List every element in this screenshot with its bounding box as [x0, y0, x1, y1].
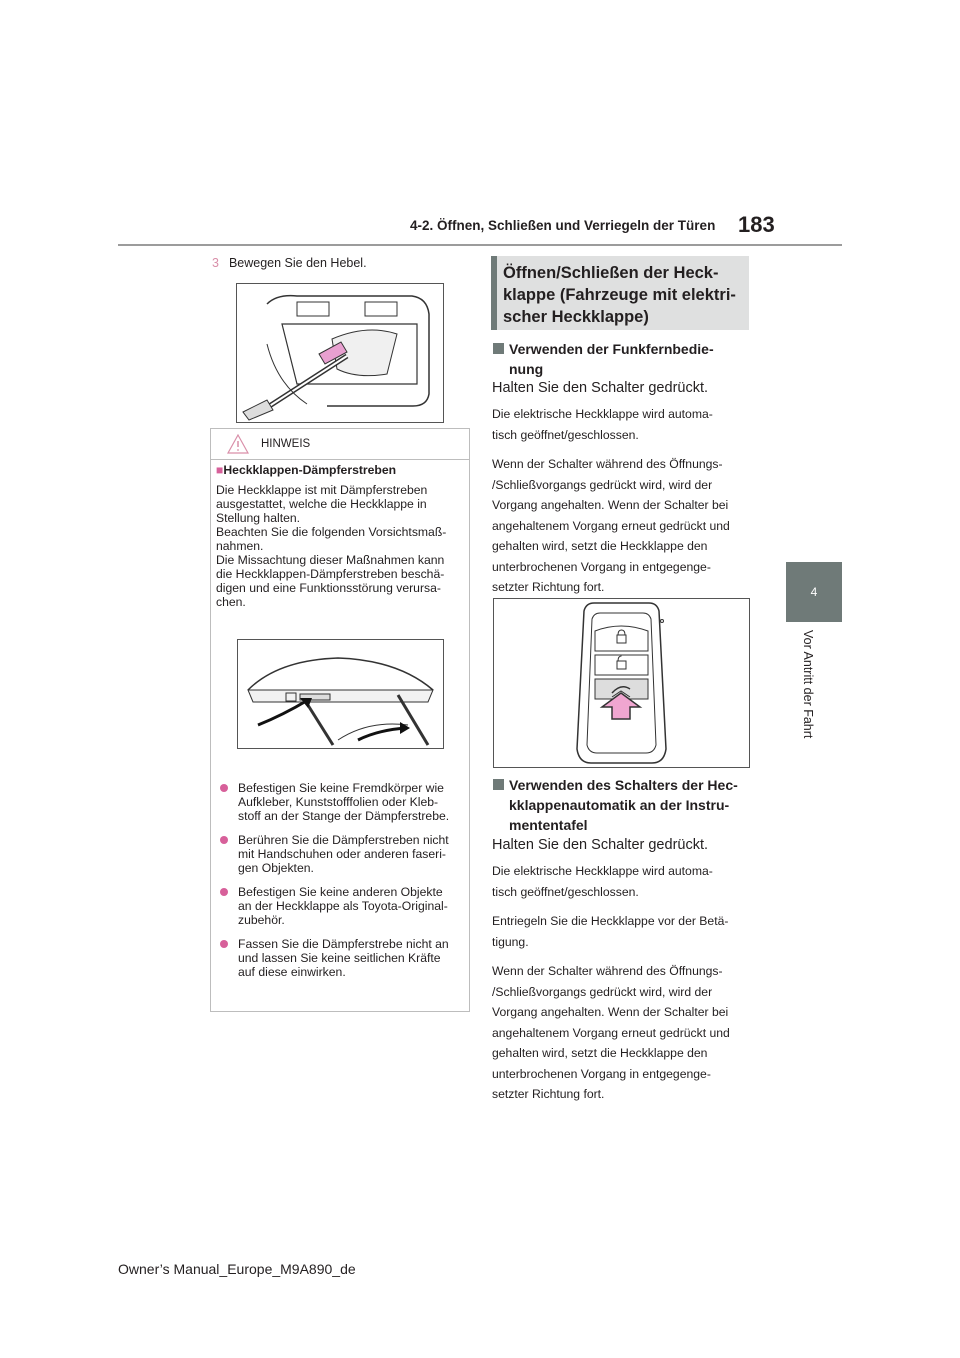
step-text: Bewegen Sie den Hebel.	[228, 256, 367, 270]
subheading-line: kklappenautomatik an der Instru-	[509, 797, 730, 813]
subheading-line: Verwenden des Schalters der Hec-	[509, 777, 738, 793]
body-line: tigung.	[492, 934, 529, 949]
paragraph-gap	[492, 445, 757, 454]
section-title-line: Öffnen/Schließen der Heck-	[503, 264, 719, 282]
bullet-line: auf diese einwirken.	[238, 965, 346, 979]
body-line: Die elektrische Heckklappe wird automa-	[492, 864, 713, 878]
chapter-side-label-wrap	[760, 630, 870, 760]
bullet-line: Befestigen Sie keine Fremdkörper wie	[238, 781, 444, 795]
lever-drawing	[237, 284, 443, 422]
bullet-line: an der Heckklappe als Toyota-Original-	[238, 899, 448, 913]
section-title-line: klappe (Fahrzeuge mit elektri-	[503, 286, 736, 304]
tailgate-drawing	[238, 640, 443, 748]
bullet-line: Berühren Sie die Dämpferstreben nicht	[238, 833, 449, 847]
notice-line: Stellung halten.	[216, 511, 301, 525]
square-bullet-icon: ■	[216, 463, 224, 477]
body-line: Vorgang angehalten. Wenn der Schalter bei	[492, 1005, 729, 1019]
body-line: gehalten wird, setzt die Heckklappe den	[492, 1046, 708, 1060]
tailgate-struts-illustration	[237, 639, 444, 749]
remote-body	[492, 404, 757, 598]
notice-content	[216, 463, 464, 609]
chapter-tab: 4	[786, 562, 842, 622]
bullet-line: Fassen Sie die Dämpferstrebe nicht an	[238, 937, 449, 951]
step-3	[212, 256, 367, 270]
notice-subhead	[216, 463, 464, 477]
paragraph-gap	[492, 902, 757, 911]
chapter-side-label: Vor Antritt der Fahrt	[801, 630, 815, 739]
subheading-line: mententafel	[509, 817, 588, 833]
notice-box	[210, 428, 470, 1012]
bullet-line: zubehör.	[238, 913, 285, 927]
bullet-line: Aufkleber, Kunststofffolien oder Kleb-	[238, 795, 439, 809]
section-title	[491, 256, 749, 330]
switch-lead: Halten Sie den Schalter gedrückt.	[492, 837, 709, 853]
notice-bullets	[216, 781, 466, 979]
body-line: setzter Richtung fort.	[492, 580, 605, 594]
body-line: angehaltenem Vorgang erneut gedrückt und	[492, 518, 730, 533]
page-number: 183	[738, 212, 775, 237]
notice-line: Die Missachtung dieser Maßnahmen kann	[216, 553, 445, 567]
running-header: 4-2. Öffnen, Schließen und Verriegeln der Türen	[410, 218, 716, 233]
section-title-line: scher Heckklappe)	[503, 308, 649, 326]
paragraph-gap	[492, 952, 757, 961]
footer-text: Owner’s Manual_Europe_M9A890_de	[118, 1261, 356, 1277]
body-line: setzter Richtung fort.	[492, 1087, 605, 1101]
body-line: /Schließvorgangs gedrückt wird, wird der	[492, 477, 713, 492]
body-line: gehalten wird, setzt die Heckklappe den	[492, 539, 708, 553]
bullet-line: gen Objekten.	[238, 861, 314, 875]
notice-line: ausgestattet, welche die Heckklappe in	[216, 497, 427, 511]
body-line: tisch geöffnet/geschlossen.	[492, 884, 639, 899]
body-line: /Schließvorgangs gedrückt wird, wird der	[492, 984, 713, 999]
notice-bullet-4	[216, 937, 466, 979]
body-line: Vorgang angehalten. Wenn der Schalter bei	[492, 498, 729, 512]
notice-line: Beachten Sie die folgenden Vorsichtsmaß-	[216, 525, 447, 539]
notice-line: chen.	[216, 595, 246, 609]
subheading-remote	[491, 339, 774, 379]
body-line: Die elektrische Heckklappe wird automa-	[492, 407, 713, 421]
notice-label: HINWEIS	[261, 438, 311, 450]
notice-bullet-3	[216, 885, 466, 927]
notice-line: digen und eine Funktionsstörung verursa-	[216, 581, 441, 595]
notice-subhead-text: Heckklappen-Dämpferstreben	[223, 463, 397, 477]
header-divider	[118, 244, 842, 246]
step-number: 3	[212, 256, 219, 270]
notice-bullet-1	[216, 781, 466, 823]
bullet-line: Befestigen Sie keine anderen Objekte	[238, 885, 443, 899]
warning-triangle-icon	[227, 434, 249, 454]
body-line: Wenn der Schalter während des Öffnungs-	[492, 964, 723, 978]
lever-illustration	[236, 283, 444, 423]
notice-bullet-2	[216, 833, 466, 875]
body-line: Wenn der Schalter während des Öffnungs-	[492, 457, 723, 471]
subheading-line: nung	[509, 361, 544, 377]
switch-body	[492, 861, 757, 1105]
remote-key-drawing	[494, 599, 749, 767]
remote-key-illustration	[493, 598, 750, 768]
notice-line: die Heckklappen-Dämpferstreben beschä-	[216, 567, 445, 581]
body-line: unterbrochenen Vorgang in entgegenge-	[492, 1066, 711, 1081]
body-line: tisch geöffnet/geschlossen.	[492, 427, 639, 442]
notice-line: Die Heckklappe ist mit Dämpferstreben	[216, 483, 428, 497]
subheading-dashboard-switch	[491, 775, 779, 835]
bullet-line: mit Handschuhen oder anderen faseri-	[238, 847, 446, 861]
body-line: unterbrochenen Vorgang in entgegenge-	[492, 559, 711, 574]
body-line: Entriegeln Sie die Heckklappe vor der Betä-	[492, 914, 729, 928]
notice-line: nahmen.	[216, 539, 264, 553]
body-line: angehaltenem Vorgang erneut gedrückt und	[492, 1025, 730, 1040]
subheading-line: Verwenden der Funkfernbedie-	[509, 341, 714, 357]
bullet-line: stoff an der Stange der Dämpferstrebe.	[238, 809, 450, 823]
notice-paragraph	[216, 483, 464, 609]
remote-lead: Halten Sie den Schalter gedrückt.	[492, 380, 709, 396]
bullet-line: und lassen Sie keine seitlichen Kräfte	[238, 951, 441, 965]
notice-header	[211, 429, 469, 460]
